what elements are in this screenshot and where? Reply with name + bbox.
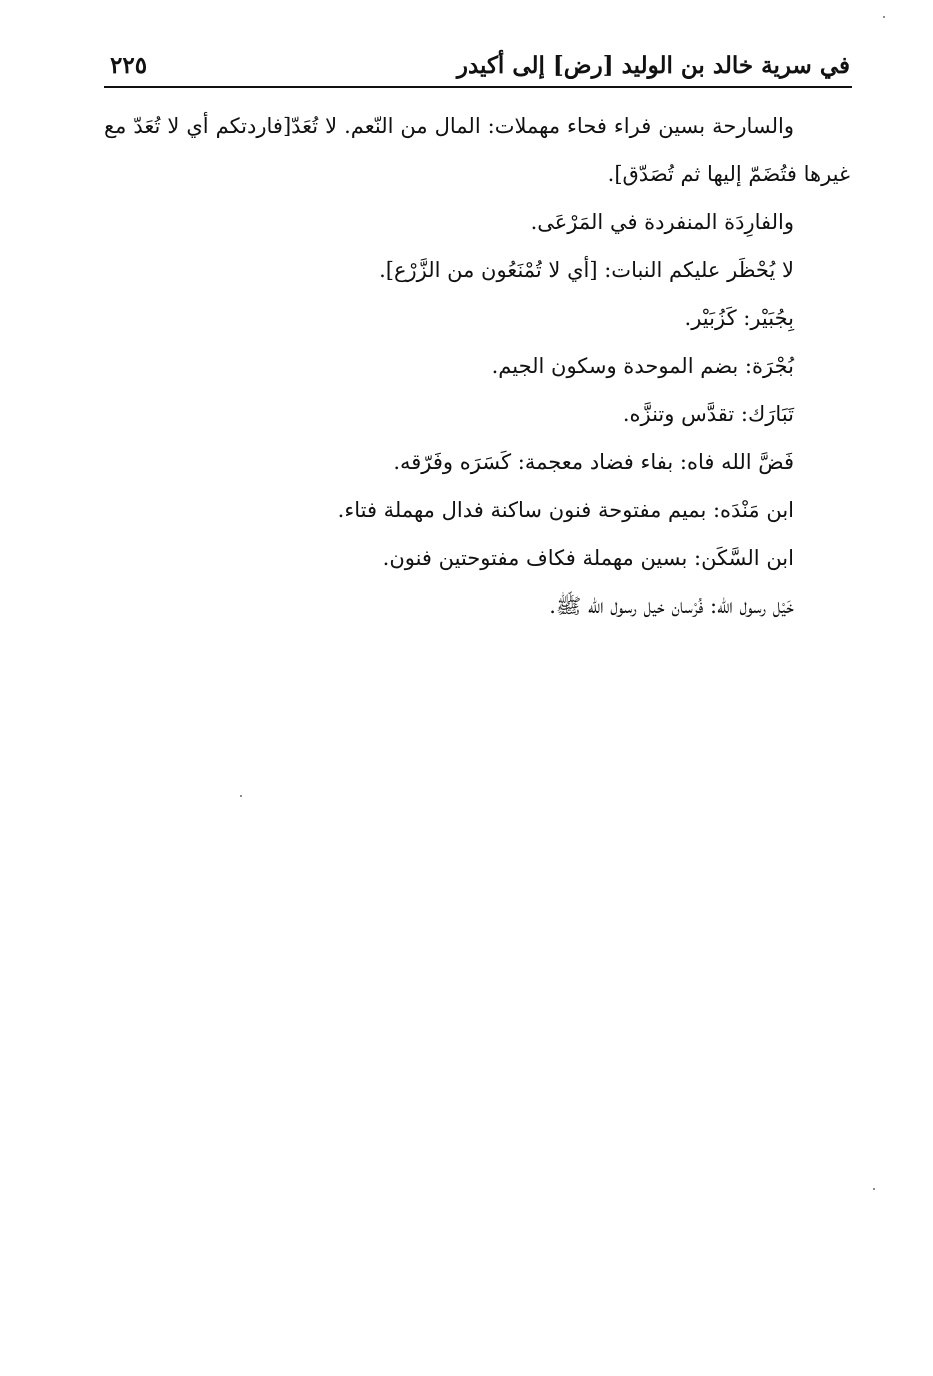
header-title: في سرية خالد بن الوليد [رض] إلى أكيدر bbox=[456, 52, 850, 79]
glossary-entry: ابن السَّكَن: بسين مهملة فكاف مفتوحتين فنون. bbox=[382, 546, 794, 570]
glossary-entry: بُجْرَة: بضم الموحدة وسكون الجيم. bbox=[491, 354, 794, 378]
header-divider bbox=[104, 86, 852, 88]
glossary-entry: خَيْل رسول الله: فُرْسان خيل رسول الله ﷺ. bbox=[549, 594, 794, 618]
glossary-entry: لا يُحْظَر عليكم النبات: [أي لا تُمْنَعُون من الزَّرْع]. bbox=[379, 258, 794, 282]
body-text bbox=[104, 102, 850, 630]
running-header bbox=[104, 48, 852, 88]
glossary-entry: والفارِدَة المنفردة في المَرْعَى. bbox=[530, 210, 794, 234]
scan-speck bbox=[873, 1188, 875, 1190]
glossary-entry: فَضَّ الله فاه: بفاء فضاد معجمة: كَسَرَه وفَرّقه. bbox=[393, 450, 794, 474]
glossary-entry: بِجُبَيْر: كَزُبَيْر. bbox=[684, 306, 794, 330]
opening-paragraph: والسارحة بسين فراء فحاء مهملات: المال من النّعم. لا تُعَدّ[فاردتكم أي لا تُعَدّ مع غيرها فتُضَمّ إليها ثم تُصَدّق]. bbox=[104, 114, 850, 186]
glossary-entry: ابن مَنْدَه: بميم مفتوحة فنون ساكنة فدال مهملة فتاء. bbox=[337, 498, 794, 522]
page-number: ٢٢٥ bbox=[110, 52, 148, 79]
scan-speck bbox=[883, 16, 885, 18]
scan-speck bbox=[240, 795, 242, 797]
glossary-entry: تَبَارَك: تقدَّس وتنزَّه. bbox=[622, 402, 794, 426]
